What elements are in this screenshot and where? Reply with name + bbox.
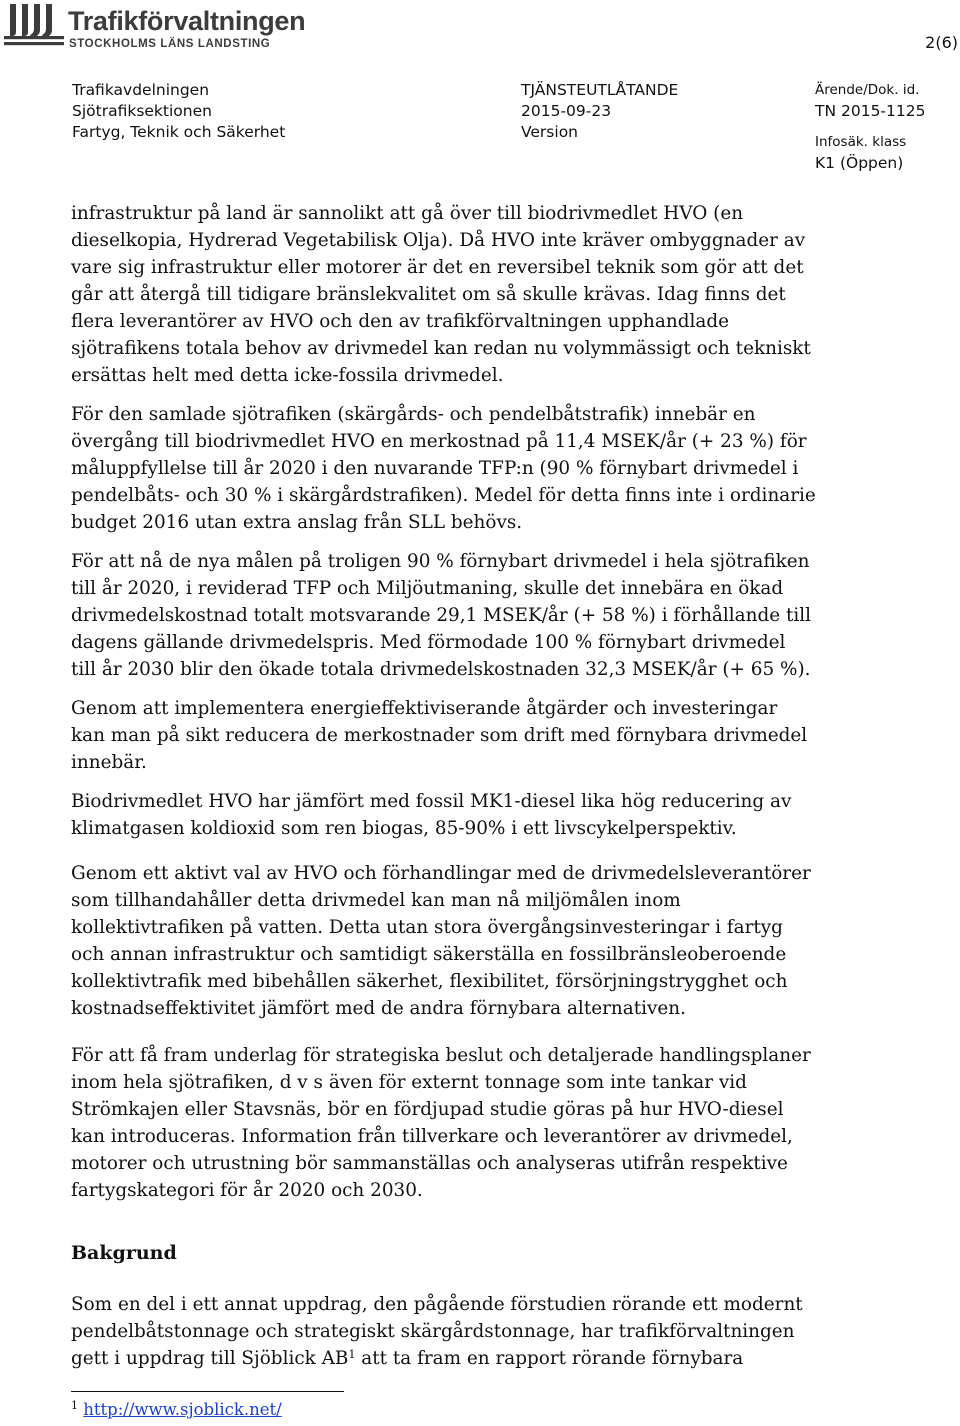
section-heading: Bakgrund	[71, 1242, 177, 1264]
footnote	[71, 1400, 282, 1419]
sll-logo-mark-icon	[2, 2, 66, 54]
header-reference	[815, 80, 925, 174]
header-doc-type: TJÄNSTEUTLÅTANDE	[521, 81, 679, 99]
footnote-link[interactable]: http://www.sjoblick.net/	[83, 1400, 282, 1419]
logo-org-subtitle: STOCKHOLMS LÄNS LANDSTING	[69, 38, 271, 50]
body-paragraph	[71, 1291, 816, 1372]
classification-label: Infosäk. klass	[815, 134, 907, 150]
paragraph-text: Som en del i ett annat uppdrag, den pågående förstudien rörande ett modernt pendelbåtstonnage och strategiskt skärgårdstonnage, har trafikförvaltningen gett i uppdrag till Sjöblick AB	[71, 1294, 803, 1369]
header-department	[72, 80, 285, 143]
header-doc-date: 2015-09-23	[521, 102, 612, 120]
footnote-marker: 1	[71, 1399, 78, 1412]
paragraph-text-continued: att ta fram en rapport rörande förnybara	[355, 1348, 744, 1369]
header-department-line: Trafikavdelningen	[72, 81, 210, 99]
logo-org-name: Trafikförvaltningen	[68, 6, 306, 36]
header-doc-version: Version	[521, 123, 578, 141]
trafikforvaltningen-logo	[2, 2, 332, 54]
body-paragraph: Genom ett aktivt val av HVO och förhandlingar med de drivmedelsleverantörer som tillhandahåller detta drivmedel kan man nå miljömålen inom kollektivtrafiken på vatten. Detta utan stora övergångsinvesteringar i fartyg och annan infrastruktur och samtidigt säkerställa en fossilbränsleoberoende kollektivtrafik med bibehållen säkerhet, flexibilitet, försörjningstrygghet och kostnadseffektivitet jämfört med de andra förnybara alternativen.	[71, 863, 811, 1019]
body-paragraph: Biodrivmedlet HVO har jämfört med fossil MK1-diesel lika hög reducering av klimatgasen koldioxid som ren biogas, 85-90% i ett livscykelperspektiv.	[71, 791, 792, 839]
footnote-reference[interactable]: 1	[348, 1348, 356, 1361]
reference-value: TN 2015-1125	[815, 102, 926, 120]
header-document-info	[521, 80, 678, 143]
body-paragraph: För att få fram underlag för strategiska beslut och detaljerade handlingsplaner inom hela sjötrafiken, d v s även för externt tonnage som inte tankar vid Strömkajen eller Stavsnäs, bör en fördjupad studie göras på hur HVO-diesel kan introduceras. Information från tillverkare och leverantörer av drivmedel, motorer och utrustning bör sammanställas och analyseras utifrån respektive fartygskategori för år 2020 och 2030.	[71, 1045, 811, 1201]
body-paragraph: För att nå de nya målen på troligen 90 % förnybart drivmedel i hela sjötrafiken till år 2020, i reviderad TFP och Miljöutmaning, skulle det innebära en ökad drivmedelskostnad totalt motsvarande 29,1 MSEK/år (+ 58 %) i förhållande till dagens gällande drivmedelspris. Med förmodade 100 % förnybart drivmedel till år 2030 blir den ökade totala drivmedelskostnaden 32,3 MSEK/år (+ 65 %).	[71, 551, 812, 680]
page-number: 2(6)	[925, 33, 958, 52]
footnote-separator	[71, 1391, 344, 1392]
body-paragraph: infrastruktur på land är sannolikt att gå över till biodrivmedlet HVO (en dieselkopia, Hydrerad Vegetabilisk Olja). Då HVO inte kräver ombyggnader av vare sig infrastruktur eller motorer är det en reversibel teknik som gör att det går att återgå till tidigare bränslekvalitet om så skulle krävas. Idag finns det flera leverantörer av HVO och den av trafikförvaltningen upphandlade sjötrafikens totala behov av drivmedel kan redan nu volymmässigt och tekniskt ersättas helt med detta icke-fossila drivmedel.	[71, 203, 811, 386]
reference-label: Ärende/Dok. id.	[815, 82, 920, 98]
classification-value: K1 (Öppen)	[815, 154, 904, 172]
header-department-line: Fartyg, Teknik och Säkerhet	[72, 123, 286, 141]
body-paragraph: För den samlade sjötrafiken (skärgårds- och pendelbåtstrafik) innebär en övergång till biodrivmedlet HVO en merkostnad på 11,4 MSEK/år (+ 23 %) för måluppfyllelse till år 2020 i den nuvarande TFP:n (90 % förnybart drivmedel i pendelbåts- och 30 % i skärgårdstrafiken). Medel för detta finns inte i ordinarie budget 2016 utan extra anslag från SLL behövs.	[71, 404, 816, 533]
document-body	[71, 200, 816, 1384]
header-department-line: Sjötrafiksektionen	[72, 102, 212, 120]
body-paragraph: Genom att implementera energieffektiviserande åtgärder och investeringar kan man på sikt reducera de merkostnader som drift med förnybara drivmedel innebär.	[71, 698, 808, 773]
